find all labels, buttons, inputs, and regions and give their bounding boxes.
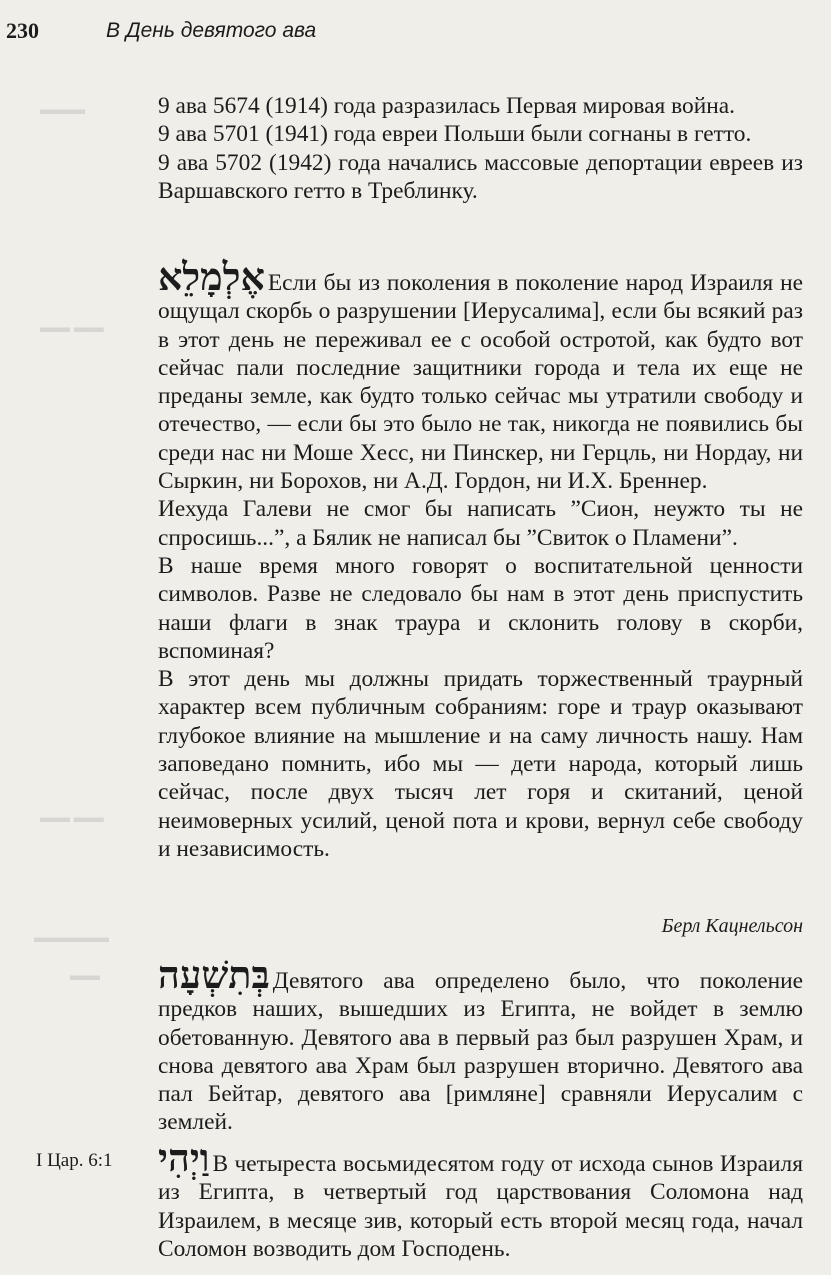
elmale-section: [158, 254, 803, 863]
paragraph: Иехуда Галеви не смог бы написать ”Сион, неужто ты не спросишь...”, а Бялик не написал бы ”Свиток о Пламени”.: [158, 496, 803, 551]
date-line: 9 ава 5674 (1914) года разразилась Первая мировая война.: [158, 93, 735, 119]
bleed-through-mark: ▬▬: [70, 968, 100, 984]
hebrew-lead-word: וַיְהִי: [158, 1135, 210, 1180]
paragraph-text: В четыреста восьмидесятом году от исхода сынов Израиля из Египта, в четвертый год царствования Соломона над Израилем, в месяце зив, который есть второй месяц года, начал Соломон возводить дом Господень.: [158, 1151, 803, 1262]
paragraph: [158, 254, 803, 495]
hebrew-lead-word: אֶלְמָלֵא: [158, 254, 265, 299]
bleed-through-mark: ▬▬▬▬▬: [34, 930, 109, 946]
paragraph: В наше время много говорят о воспитательной ценности символов. Разве не следовало бы нам в этот день приспустить наши флаги в знак траура и склонить голову в скорби, вспоминая?: [158, 552, 803, 664]
paragraph-text: Девятого ава определено было, что поколение предков наших, вышедших из Египта, не войдет в землю обетованную. Девятого ава в первый раз был разрушен Храм, и снова девятого ава Храм был разрушен вторично. Девятого ава пал Бейтар, девятого ава [римляне] сравняли Иерусалим с землей.: [158, 968, 803, 1136]
betisha-section: [158, 952, 803, 1137]
paragraph: [158, 1135, 803, 1263]
bleed-through-mark: ▬▬▬: [40, 102, 85, 118]
bleed-through-mark: ▬▬ ▬▬: [40, 320, 104, 336]
bleed-through-mark: ▬▬ ▬▬: [40, 810, 104, 826]
vayehi-section: [158, 1135, 803, 1263]
hebrew-lead-word: בְּתִשְׁעָה: [158, 952, 270, 997]
dates-block: [158, 92, 803, 205]
page-number: 230: [6, 18, 39, 43]
page-header: [6, 18, 826, 48]
date-line: 9 ава 5702 (1942) года начались массовые депортации евреев из Варшавского гетто в Треблинку.: [158, 149, 803, 204]
paragraph: [158, 952, 803, 1137]
running-title: В День девятого ава: [106, 19, 317, 42]
paragraph: В этот день мы должны придать торжественный траурный характер всем публичным собраниям: горе и траур оказывают глубокое влияние на мышление и на саму личность нашу. Нам заповедано помнить, ибо мы — дети народа, который лишь сейчас, после двух тысяч лет горя и скитаний, ценой неимоверных усилий, ценой пота и крови, вернул себе свободу и независимость.: [158, 666, 803, 862]
author-signature: Берл Кацнельсон: [661, 915, 803, 937]
date-line: 9 ава 5701 (1941) года евреи Польши были согнаны в гетто.: [158, 121, 752, 148]
margin-reference: I Цар. 6:1: [36, 1150, 113, 1171]
paragraph-text: Если бы из поколения в поколение народ Израиля не ощущал скорбь о разрушении [Иерусалима], если бы всякий раз в этот день не переживал ее с особой остротой, как будто вот сейчас пали последние защитники города и тела их еще не преданы земле, как будто только сейчас мы утратили свободу и отечество, — если бы это было не так, никогда не появились бы среди нас ни Моше Хесс, ни Пинскер, ни Герцль, ни Нордау, ни Сыркин, ни Борохов, ни А.Д. Гордон, ни И.Х. Бреннер.: [158, 270, 803, 495]
